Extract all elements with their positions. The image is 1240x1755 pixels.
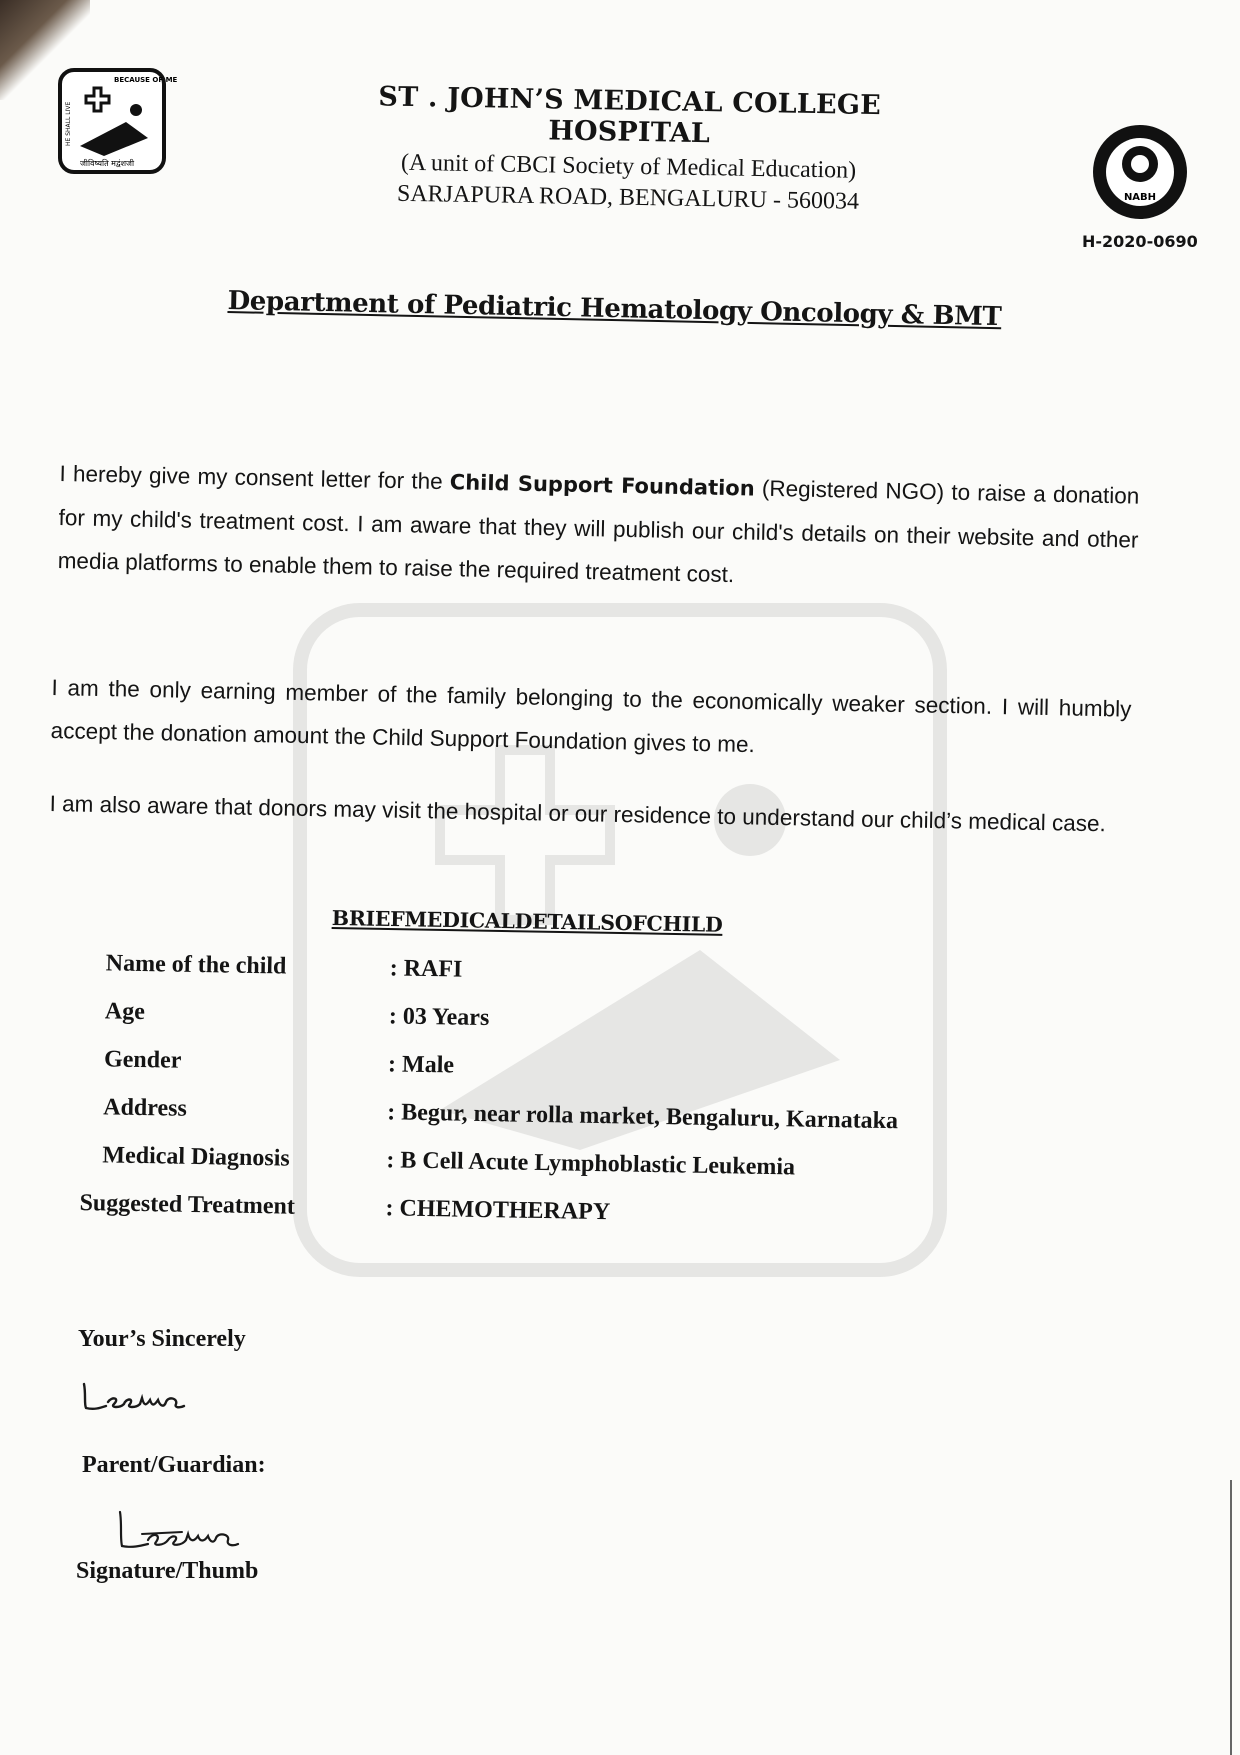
logo-text-side: HE SHALL LIVE xyxy=(65,101,72,146)
detail-label: Name of the child xyxy=(105,950,287,980)
medical-details-table xyxy=(79,950,1044,1255)
logo-text-top: BECAUSE OF ME xyxy=(114,76,178,84)
hospital-name: ST . JOHN’S MEDICAL COLLEGE HOSPITAL xyxy=(378,81,882,150)
detail-label: Medical Diagnosis xyxy=(102,1142,290,1172)
nabh-code: H-2020-0690 xyxy=(1082,232,1198,251)
signature-thumb-label: Signature/Thumb xyxy=(76,1558,259,1584)
closing-sincerely: Your’s Sincerely xyxy=(78,1326,246,1352)
detail-value: : Begur, near rolla market, Bengaluru, Karnataka xyxy=(386,1099,899,1135)
medical-details-title: BRIEFMEDICALDETAILSOFCHILD xyxy=(331,906,723,937)
detail-value: : 03 Years xyxy=(388,1003,490,1032)
detail-value: : Male xyxy=(387,1051,455,1079)
scan-edge-line xyxy=(1230,1480,1232,1755)
detail-value: : B Cell Acute Lymphoblastic Leukemia xyxy=(386,1147,796,1181)
detail-label: Age xyxy=(104,998,146,1026)
p1-after: (Registered NGO) to raise a donation for my child's treatment cost. I am aware that they will publish our child's details on their website and other media platforms to enable them to raise the required treatment cost. xyxy=(57,475,1140,588)
consent-paragraph-1 xyxy=(57,452,1139,605)
foundation-name: Child Support Foundation xyxy=(449,470,755,501)
consent-paragraph-2: I am the only earning member of the family belonging to the economically weaker section. I will humbly accept the donation amount the Child Support Foundation gives to me. xyxy=(50,674,1132,758)
detail-label: Address xyxy=(103,1094,188,1122)
detail-label: Suggested Treatment xyxy=(79,1189,296,1220)
signature-handwritten-2 xyxy=(112,1508,242,1554)
consent-paragraph-3: I am also aware that donors may visit the hospital or our residence to understand our child’s medical case. xyxy=(49,790,1107,837)
detail-value: : CHEMOTHERAPY xyxy=(385,1195,611,1226)
detail-label: Gender xyxy=(103,1046,182,1074)
signature-handwritten-1 xyxy=(80,1376,190,1416)
logo-text-bottom: जीविष्यति मद्वंशजी xyxy=(80,159,135,168)
hospital-unit: (A unit of CBCI Society of Medical Education) xyxy=(400,149,857,184)
detail-value: : RAFI xyxy=(389,955,463,983)
letterhead xyxy=(298,80,960,217)
nabh-logo-icon xyxy=(1090,122,1190,222)
hospital-address: SARJAPURA ROAD, BENGALURU - 560034 xyxy=(396,180,860,215)
nabh-logo-text: NABH xyxy=(1123,192,1157,203)
hospital-logo-icon xyxy=(56,66,178,176)
p1-before: I hereby give my consent letter for the xyxy=(59,460,451,495)
department-title: Department of Pediatric Hematology Oncology & BMT xyxy=(227,286,1002,333)
parent-guardian-label: Parent/Guardian: xyxy=(82,1452,266,1478)
